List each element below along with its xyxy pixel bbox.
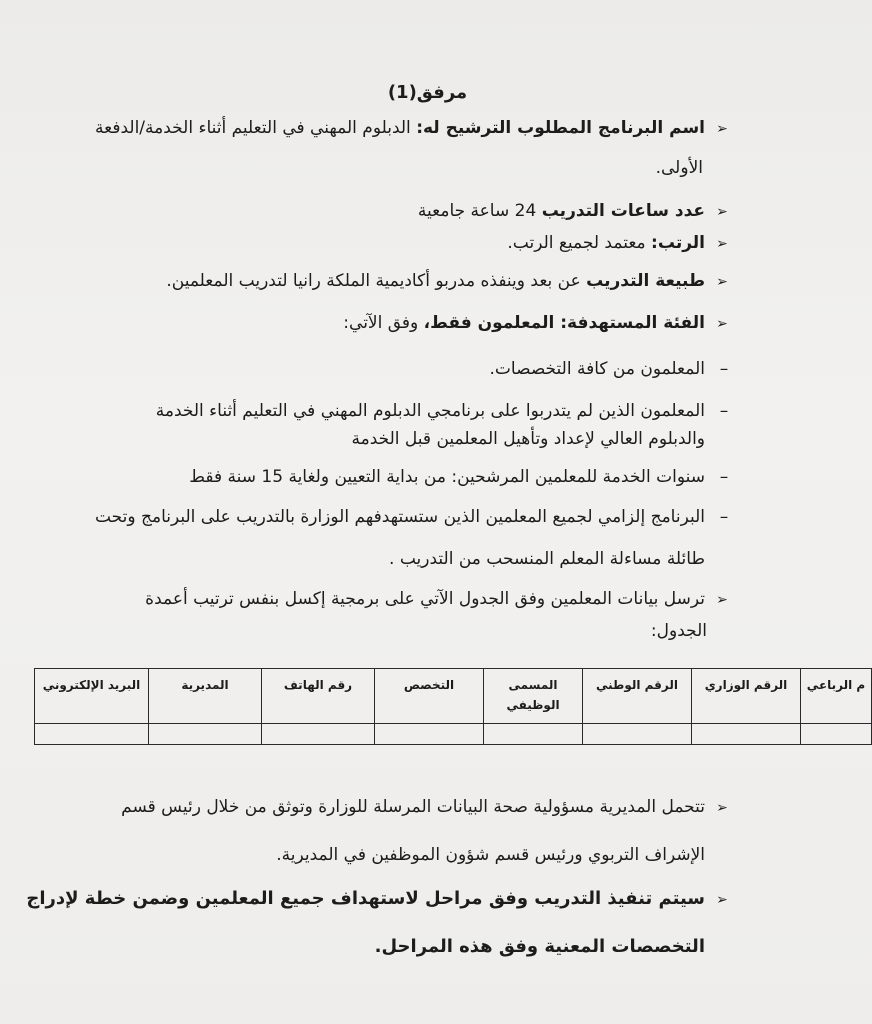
program-label: اسم البرنامج المطلوب الترشيح له: [416,118,705,138]
ranks-item [71,228,731,259]
arrow-bullet-icon: ➢ [716,204,728,220]
target-label: الفئة المستهدفة: المعلمون فقط، [423,313,705,333]
dash-bullet-icon: – [719,507,729,527]
arrow-bullet-icon: ➢ [716,236,728,252]
arrow-bullet-icon: ➢ [716,316,728,332]
table-header-row [35,669,872,724]
responsibility-item: ➢تتحمل المديرية مسؤولية صحة البيانات المرسلة للوزارة وتوثق من خلال رئيس قسم [71,792,731,823]
training-hours-item [71,196,731,227]
training-nature-item [71,266,731,297]
implementation-cont: التخصصات المعنية وفق هذه المراحل. [374,936,705,957]
arrow-bullet-icon: ➢ [716,592,728,608]
sub-item-4-cont: طائلة مساءلة المعلم المنسحب من التدريب . [389,549,705,569]
arrow-bullet-icon: ➢ [716,800,728,816]
table-header-cell: الرقم الوطني [583,669,692,724]
dash-bullet-icon: – [719,467,729,487]
dash-bullet-icon: – [719,359,729,379]
sub-item-4: –البرنامج إلزامي لجميع المعلمين الذين ستستهدفهم الوزارة بالتدريب على البرنامج وتحت [73,502,733,532]
dash-bullet-icon: – [719,401,729,421]
hours-value: 24 ساعة جامعية [417,201,542,221]
table-header-cell: المديرية [149,669,262,724]
implementation-item: ➢سيتم تنفيذ التدريب وفق مراحل لاستهداف جميع المعلمين وضمن خطة لإدراج [71,884,731,915]
table-header-cell: م الرباعي [801,669,872,724]
table-row [35,724,872,745]
table-header-cell: التخصص [375,669,484,724]
page-title: مرفق(1) [387,82,468,103]
sub-item-2: –المعلمون الذين لم يتدربوا على برنامجي الدبلوم المهني في التعليم أثناء الخدمة [73,396,733,426]
arrow-bullet-icon: ➢ [716,892,728,908]
ranks-label: الرتب: [651,233,705,253]
sub-item-3: –سنوات الخدمة للمعلمين المرشحين: من بداية التعيين ولغاية 15 سنة فقط [73,462,733,492]
target-group-item [71,308,731,339]
send-data-cont: الجدول: [650,621,707,641]
responsibility-cont: الإشراف التربوي ورئيس قسم شؤون الموظفين في المديرية. [276,845,705,865]
target-value: وفق الآتي: [343,313,424,333]
arrow-bullet-icon: ➢ [716,274,728,290]
program-name-item [71,113,731,144]
sub-item-2-cont: والدبلوم العالي لإعداد وتأهيل المعلمين قبل الخدمة [351,429,705,449]
program-value-continuation: الأولى. [655,158,703,178]
table-header-cell: المسمى الوظيفي [484,669,583,724]
program-value: الدبلوم المهني في التعليم أثناء الخدمة/الدفعة [95,118,417,138]
ranks-value: معتمد لجميع الرتب. [507,233,652,253]
nature-value: عن بعد وينفذه مدربو أكاديمية الملكة رانيا لتدريب المعلمين. [166,271,587,291]
table-header-cell: الرقم الوزاري [692,669,801,724]
arrow-bullet-icon: ➢ [716,121,728,137]
sub-item-1: –المعلمون من كافة التخصصات. [73,354,733,384]
data-columns-table [34,668,872,745]
nature-label: طبيعة التدريب [586,271,705,291]
table-header-cell: رقم الهاتف [262,669,375,724]
table-header-cell: البريد الإلكتروني [35,669,149,724]
send-data-item: ➢ترسل بيانات المعلمين وفق الجدول الآتي على برمجية إكسل بنفس ترتيب أعمدة [71,584,731,615]
hours-label: عدد ساعات التدريب [541,201,705,221]
